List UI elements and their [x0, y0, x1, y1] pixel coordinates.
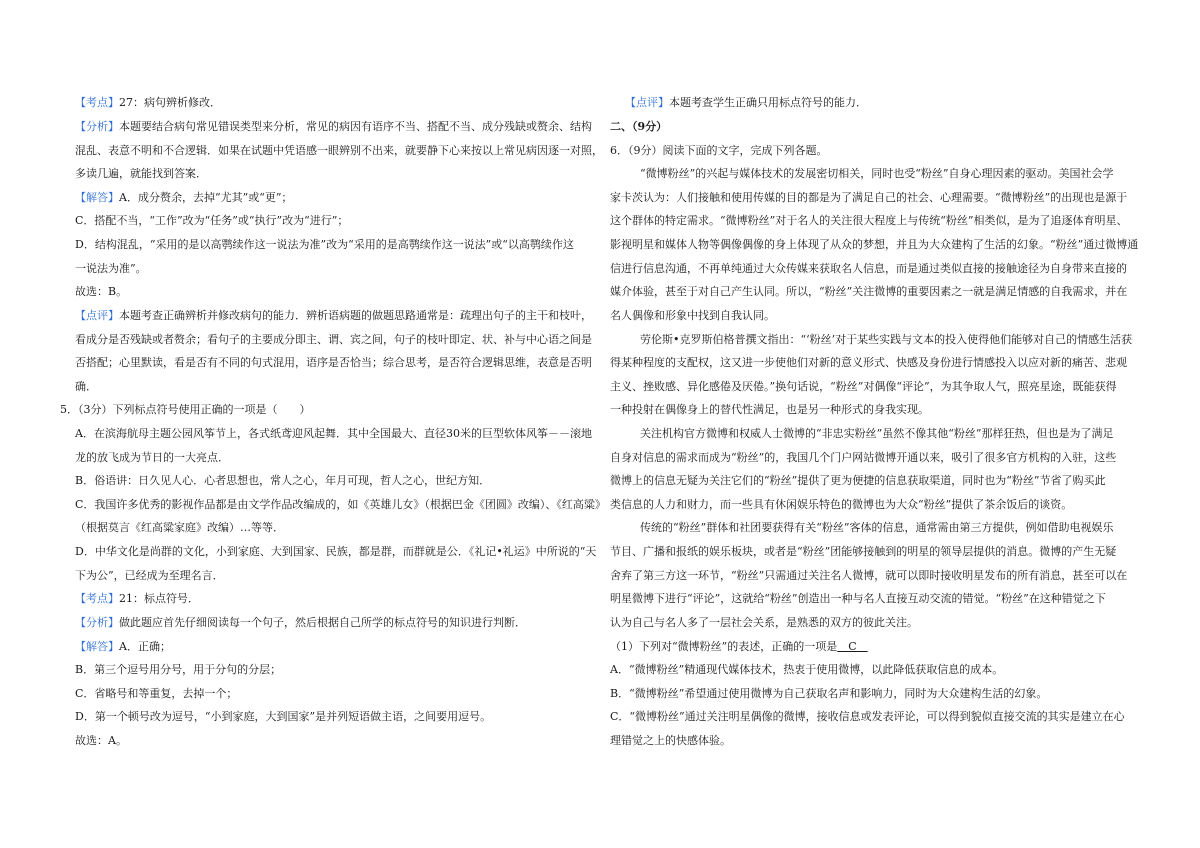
text-line — [610, 592, 1106, 606]
text-line — [75, 191, 292, 205]
text-line — [640, 427, 1114, 441]
text-line — [75, 262, 147, 276]
text-line — [75, 521, 284, 535]
section-tag: 【考点】 — [75, 592, 119, 605]
line-text: 否搭配；心里默读，看是否有不同的句式混用，语序是否恰当；综合思考，是否符合逻辑思维，表意是否明 — [75, 356, 592, 369]
line-text: 本题考查学生正确只用标点符号的能力． — [669, 96, 867, 109]
line-text: （1）下列对“微博粉丝”的表述，正确的一项是 — [610, 640, 838, 653]
line-text: 得某种程度的支配权，这又进一步使他们对新的意义形式、快感及身份进行情感投入以应对新的痛苦、悲观 — [610, 356, 1127, 369]
text-line — [75, 616, 526, 630]
line-text: 传统的“粉丝”群体和社团要获得有关“粉丝”客体的信息，通常需由第三方提供，例如借助电视娱乐 — [640, 521, 1114, 534]
text-line — [640, 333, 1132, 347]
section-tag: 【点评】 — [625, 96, 669, 109]
text-line — [75, 380, 97, 394]
line-text: 6．（9分）阅读下面的文字，完成下列各题。 — [610, 144, 828, 157]
line-text: 本题考查正确辨析并修改病句的能力．辨析语病题的做题思路通常是：疏理出句子的主干和枝叶， — [119, 309, 592, 322]
line-text: 微博上的信息无疑为关注它们的“粉丝”提供了更为便捷的信息获取渠道，同时也为“粉丝”节省了购买此 — [610, 474, 1106, 487]
line-text: D．中华文化是尚群的文化，小到家庭、大到国家、民族，都是群，而群就是公．《礼记•礼运》中所说的“天 — [75, 545, 597, 558]
line-text: （根据莫言《红高粱家庭》改编）…等等． — [75, 521, 284, 534]
text-line — [610, 451, 1116, 465]
text-line — [610, 663, 1003, 677]
line-text: 一种投射在偶像身上的替代性满足，也是另一种形式的身我实现。 — [610, 403, 929, 416]
line-text: 多读几遍，就能找到答案． — [75, 167, 207, 180]
line-text: A．成分赘余，去掉“尤其”或“更”； — [119, 191, 293, 204]
text-line — [75, 687, 237, 701]
line-text: 明星微博下进行“评论”，这就给“粉丝”创造出一种与名人直接互动交流的错觉。“粉丝”在这种错觉之下 — [610, 592, 1106, 605]
line-text: A．在滨海航母主题公园风筝节上，各式纸鸢迎风起舞．其中全国最大、直径30米的巨型软体风筝－－滚地 — [75, 427, 592, 440]
text-line — [75, 144, 603, 158]
line-text: 27：病句辨析修改． — [119, 96, 221, 109]
text-line — [75, 474, 490, 488]
line-text: 二、（9分） — [610, 120, 668, 133]
text-line — [610, 285, 1127, 299]
text-line — [610, 734, 731, 748]
text-line — [610, 687, 1047, 701]
line-text: 5．（3分）下列标点符号使用正确的一项是（ ） — [60, 403, 311, 416]
text-line — [75, 592, 199, 606]
section-tag: 【分析】 — [75, 616, 119, 629]
text-line — [60, 403, 311, 417]
text-line — [75, 214, 348, 228]
text-line — [75, 167, 207, 181]
line-text: B．第三个逗号用分号，用于分句的分层； — [75, 663, 282, 676]
line-text: C．省略号和等重复，去掉一个； — [75, 687, 238, 700]
text-line — [75, 663, 281, 677]
text-line — [610, 191, 1127, 205]
line-text: 看成分是否残缺或者赘余；看句子的主要成分即主、谓、宾之间，句子的枝叶即定、状、补与中心语之间是 — [75, 333, 592, 346]
text-line — [75, 333, 592, 347]
line-text: 龙的放飞成为节日的一大亮点． — [75, 451, 229, 464]
line-text: 类信息的人力和财力，而一些具有休闲娱乐特色的微博也为大众“粉丝”提供了茶余饭后的谈资。 — [610, 498, 1073, 511]
text-line — [610, 238, 1138, 252]
line-text: 劳伦斯•克罗斯伯格普撰文指出：“‘粉丝’对于某些实践与文本的投入使得他们能够对自己的情感生活获 — [640, 333, 1133, 346]
line-text: 认为自己与名人多了一层社会关系，是熟悉的双方的彼此关注。 — [610, 616, 918, 629]
line-text: 做此题应首先仔细阅读每一个句子，然后根据自己所学的标点符号的知识进行判断． — [119, 616, 526, 629]
text-line — [610, 380, 1117, 394]
text-line — [75, 734, 127, 748]
line-text: 故选：B。 — [75, 285, 128, 298]
line-text: B．俗语讲：日久见人心．心者思想也，常人之心，年月可现，哲人之心，世纪方知． — [75, 474, 491, 487]
line-text: C．“微博粉丝”通过关注明星偶像的微博，接收信息或发表评论，可以得到貌似直接交流的其实是建立在心 — [610, 710, 1125, 723]
line-text: 影视明星和媒体人物等偶像偶像的身上体现了从众的梦想，并且为大众建构了生活的幻象。“粉丝”通过微博通 — [610, 238, 1139, 251]
section-tag: 【点评】 — [75, 309, 119, 322]
text-line — [75, 285, 127, 299]
line-text: C．我国许多优秀的影视作品都是由文学作品改编成的，如《英雄儿女》（根据巴金《团圆》改编）、《红高粱》 — [75, 498, 606, 511]
text-line — [625, 96, 867, 110]
text-line — [610, 309, 775, 323]
text-line — [75, 120, 592, 134]
line-text: 自身对信息的需求而成为“粉丝”的，我国几个门户网站微博开通以来，吸引了很多官方机构的入驻，这些 — [610, 451, 1117, 464]
line-text: D．第一个顿号改为逗号，“小到家庭，大到国家”是并列短语做主语，之间要用逗号。 — [75, 710, 492, 723]
text-line — [610, 144, 828, 158]
line-text: 一说法为准”。 — [75, 262, 147, 275]
line-text: 本题要结合病句常见错误类型来分析，常见的病因有语序不当、搭配不当、成分残缺或赘余、结构 — [119, 120, 592, 133]
text-line — [75, 545, 596, 559]
section-tag: 【解答】 — [75, 640, 119, 653]
line-text: 关注机构官方微博和权威人士微博的“非忠实粉丝”虽然不像其他“粉丝”那样狂热，但也是为了满足 — [640, 427, 1114, 440]
section-tag: 【解答】 — [75, 191, 119, 204]
text-line — [75, 451, 229, 465]
text-line — [610, 120, 667, 134]
text-line — [610, 214, 1128, 228]
text-line — [610, 498, 1072, 512]
line-text: C．搭配不当，“工作”改为“任务”或“执行”改为“进行”； — [75, 214, 349, 227]
text-line — [610, 356, 1127, 370]
text-line — [610, 640, 868, 654]
line-text: 故选：A。 — [75, 734, 127, 747]
text-line — [75, 710, 491, 724]
text-line — [610, 403, 929, 417]
text-line — [610, 474, 1106, 488]
text-line — [640, 521, 1114, 535]
section-tag: 【分析】 — [75, 120, 119, 133]
line-text: 确． — [75, 380, 97, 393]
text-line — [610, 262, 1127, 276]
text-line — [75, 427, 592, 441]
line-text: 节目、广播和报纸的娱乐板块，或者是“粉丝”团能够接触到的明星的领导层提供的消息。微博的产生无疑 — [610, 545, 1117, 558]
text-line — [610, 710, 1125, 724]
line-text: 媒介体验，甚至于对自己产生认同。所以，“粉丝”关注微博的重要因素之一就是满足情感的自我需求，并在 — [610, 285, 1128, 298]
text-line — [75, 569, 224, 583]
text-line — [75, 640, 171, 654]
text-line — [75, 356, 592, 370]
text-line — [610, 569, 1127, 583]
line-text: 舍弃了第三方这一环节，“粉丝”只需通过关注名人微博，就可以即时接收明星发布的所有消息，甚至可以在 — [610, 569, 1128, 582]
line-text: 理错觉之上的快感体验。 — [610, 734, 731, 747]
text-line — [610, 616, 918, 630]
line-text: B．“微博粉丝”希望通过使用微博为自己获取名声和影响力，同时为大众建构生活的幻象。 — [610, 687, 1048, 700]
text-line — [640, 167, 1114, 181]
line-text: 信进行信息沟通，不再单纯通过大众传媒来获取名人信息，而是通过类似直接的接触途径为自身带来直接的 — [610, 262, 1127, 275]
line-text: 家卡茨认为：人们接触和使用传媒的目的都是为了满足自己的社会、心理需要。“微博粉丝”的出现也是源于 — [610, 191, 1128, 204]
text-line — [75, 238, 574, 252]
line-text: 主义、挫败感、异化感倦及厌倦。”换句话说，“粉丝”对偶像“评论”，为其争取人气，照亮星途，既能获得 — [610, 380, 1117, 393]
line-text: 这个群体的特定需求。“微博粉丝”对于名人的关注很大程度上与传统“粉丝”相类似，是为了追逐体育明星、 — [610, 214, 1128, 227]
text-line — [610, 545, 1116, 559]
line-text: A．“微博粉丝”精通现代媒体技术，热衷于使用微博，以此降低获取信息的成本。 — [610, 663, 1004, 676]
text-line — [75, 498, 606, 512]
section-tag: 【考点】 — [75, 96, 119, 109]
line-text: 21：标点符号． — [119, 592, 199, 605]
line-text: “微博粉丝”的兴起与媒体技术的发展密切相关，同时也受“粉丝”自身心理因素的驱动。美国社会学 — [640, 167, 1114, 180]
line-text: A．正确； — [119, 640, 171, 653]
line-text: 名人偶像和形象中找到自我认同。 — [610, 309, 775, 322]
answer-blank: C — [837, 640, 868, 653]
line-text: 混乱、表意不明和不合逻辑．如果在试题中凭语感一眼辨别不出来，就要静下心来按以上常见病因逐一对照， — [75, 144, 603, 157]
text-line — [75, 309, 592, 323]
line-text: D．结构混乱，“采用的是以高鹗续作这一说法为准”改为“采用的是高鹗续作这一说法”或“以高鹗续作这 — [75, 238, 574, 251]
text-line — [75, 96, 221, 110]
line-text: 下为公”，已经成为至理名言． — [75, 569, 224, 582]
